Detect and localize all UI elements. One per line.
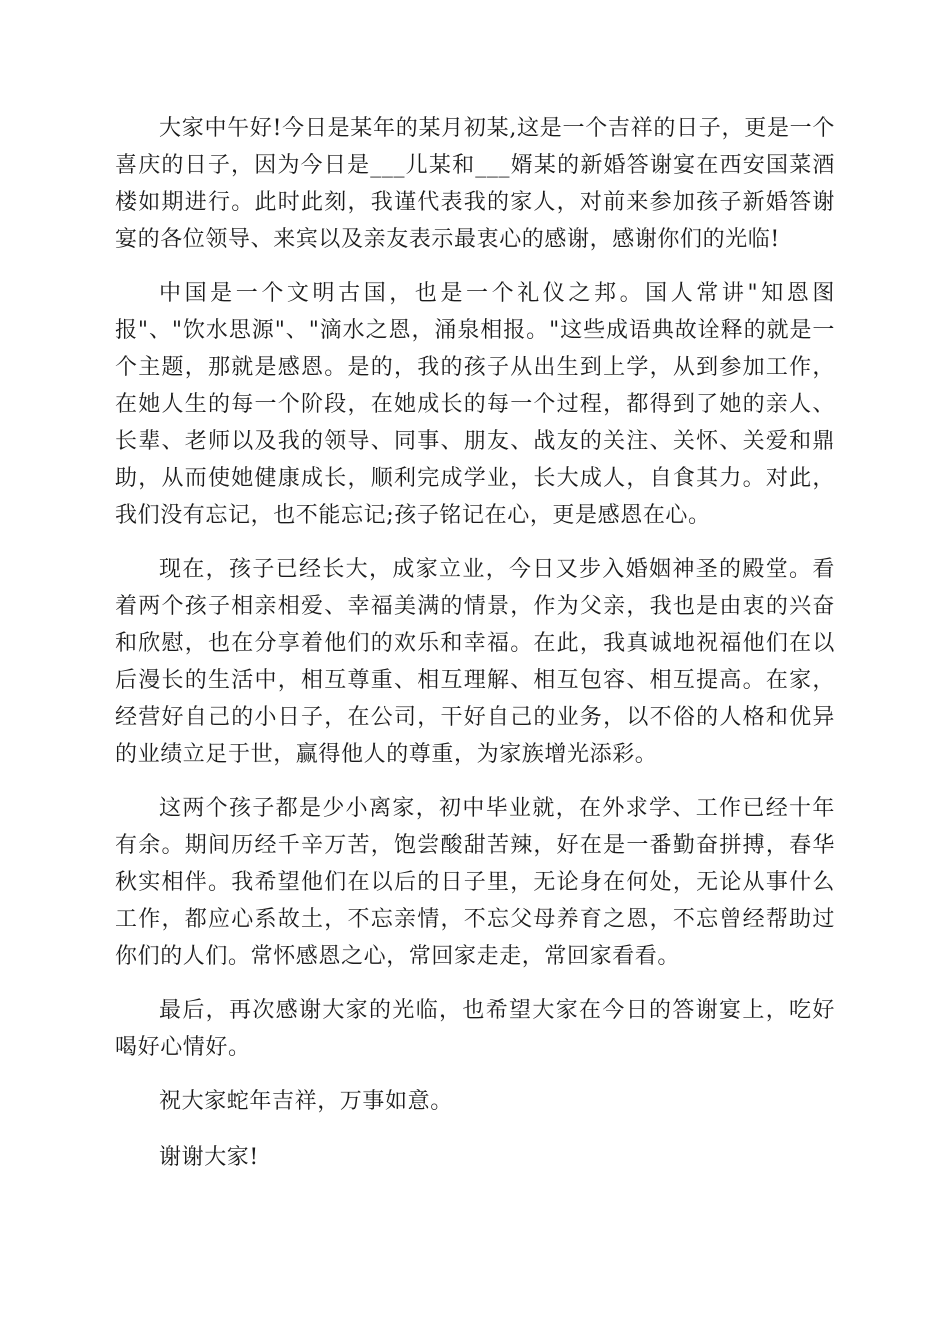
document-body (115, 110, 835, 1195)
paragraph-wishes: 祝大家蛇年吉祥，万事如意。 (159, 1089, 453, 1114)
paragraph-closing-thanks: 最后，再次感谢大家的光临，也希望大家在今日的答谢宴上，吃好喝好心情好。 (115, 998, 835, 1060)
paragraph-hope: 这两个孩子都是少小离家，初中毕业就，在外求学、工作已经十年有余。期间历经千辛万苦，饱尝酸甜苦辣，好在是一番勤奋拼搏，春华秋实相伴。我希望他们在以后的日子里，无论身在何处，无论从事什么工作，都应心系故土，不忘亲情，不忘父母养育之恩，不忘曾经帮助过你们的人们。常怀感恩之心，常回家走走，常回家看看。 (115, 796, 835, 969)
paragraph-blessing: 现在，孩子已经长大，成家立业，今日又步入婚姻神圣的殿堂。看着两个孩子相亲相爱、幸福美满的情景，作为父亲，我也是由衷的兴奋和欣慰，也在分享着他们的欢乐和幸福。在此，我真诚地祝福他们在以后漫长的生活中，相互尊重、相互理解、相互包容、相互提高。在家，经营好自己的小日子，在公司，干好自己的业务，以不俗的人格和优异的业绩立足于世，赢得他人的尊重，为家族增光添彩。 (115, 557, 835, 767)
paragraph-thank-you: 谢谢大家! (159, 1145, 259, 1170)
paragraph-gratitude: 中国是一个文明古国，也是一个礼仪之邦。国人常讲"知恩图报"、"饮水思源"、"滴水之恩，涌泉相报。"这些成语典故诠释的就是一个主题，那就是感恩。是的，我的孩子从出生到上学，从到参加工作，在她人生的每一个阶段，在她成长的每一个过程，都得到了她的亲人、长辈、老师以及我的领导、同事、朋友、战友的关注、关怀、关爱和鼎助，从而使她健康成长，顺利完成学业，长大成人，自食其力。对此，我们没有忘记，也不能忘记;孩子铭记在心，更是感恩在心。 (115, 281, 835, 528)
paragraph-greeting: 大家中午好!今日是某年的某月初某,这是一个吉祥的日子，更是一个喜庆的日子，因为今日是___儿某和___婿某的新婚答谢宴在西安国菜酒楼如期进行。此时此刻，我谨代表我的家人，对前来参加孩子新婚答谢宴的各位领导、来宾以及亲友表示最衷心的感谢，感谢你们的光临! (115, 116, 835, 252)
